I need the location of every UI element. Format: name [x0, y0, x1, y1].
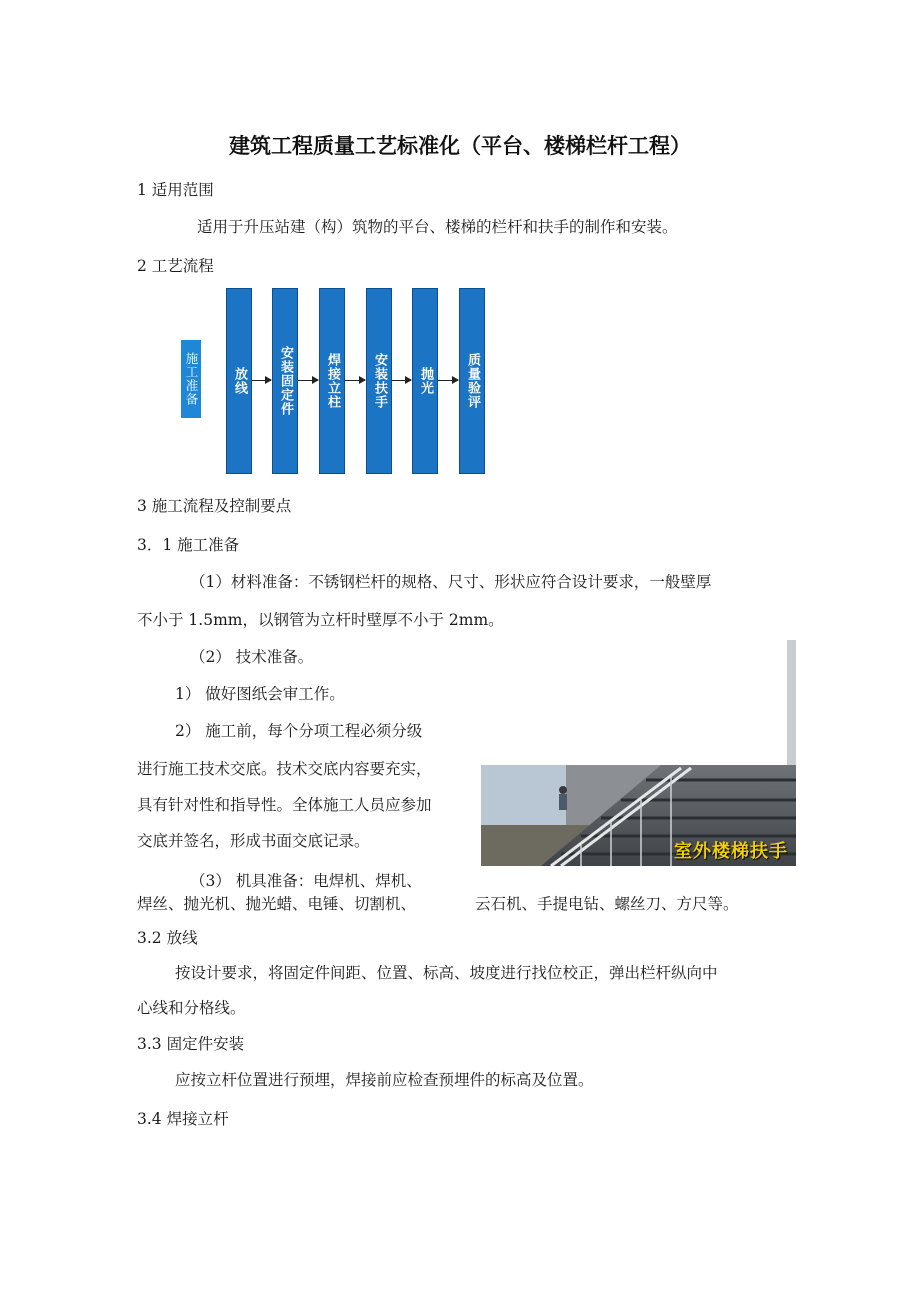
flow-step-label: 焊接立柱 [325, 353, 340, 409]
flow-step-label: 抛光 [418, 367, 433, 395]
flow-prep-label: 施工准备 [184, 352, 199, 406]
tech-prep-item-2-line3: 具有针对性和指导性。全体施工人员应参加 [137, 796, 432, 814]
section-1-heading: 1 适用范围 [137, 181, 214, 199]
section-3-3-heading: 3.3 固定件安装 [137, 1035, 245, 1053]
page-title: 建筑工程质量工艺标准化（平台、楼梯栏杆工程） [229, 134, 691, 158]
tech-prep-heading: （2） 技术准备。 [190, 648, 314, 666]
flow-step-box [272, 288, 298, 474]
photo-caption: 室外楼梯扶手 [674, 841, 788, 862]
flow-step-label: 质量验评 [465, 353, 480, 409]
tool-prep-line2a: 焊丝、抛光机、抛光蜡、电锤、切割机、 [137, 895, 417, 913]
section-3-1-heading: 3．1 施工准备 [137, 536, 240, 554]
flow-step-label: 放线 [232, 367, 247, 395]
section-3-3-line1: 应按立杆位置进行预埋，焊接前应检查预埋件的标高及位置。 [175, 1071, 594, 1089]
flow-arrow [298, 380, 318, 381]
section-3-heading: 3 施工流程及控制要点 [137, 497, 292, 515]
section-3-2-heading: 3.2 放线 [137, 929, 198, 947]
tool-prep-line1: （3） 机具准备：电焊机、焊机、 [190, 872, 422, 890]
material-prep-line1: （1）材料准备：不锈钢栏杆的规格、尺寸、形状应符合设计要求，一般壁厚 [190, 573, 712, 591]
section-3-2-line2: 心线和分格线。 [137, 999, 246, 1017]
flow-prep-box [181, 340, 201, 418]
flow-arrow [345, 380, 365, 381]
section-3-2-line1: 按设计要求，将固定件间距、位置、标高、坡度进行找位校正，弹出栏杆纵向中 [175, 964, 718, 982]
section-3-4-heading: 3.4 焊接立杆 [137, 1110, 229, 1128]
stair-handrail-photo [481, 640, 796, 866]
flow-arrow [392, 380, 411, 381]
tool-prep-line2b: 云石机、手提电钻、螺丝刀、方尺等。 [475, 895, 739, 913]
flow-step-box [366, 288, 392, 474]
flow-arrow [438, 380, 458, 381]
material-prep-line2: 不小于 1.5mm，以钢管为立杆时壁厚不小于 2mm。 [137, 611, 504, 629]
flow-step-label: 安装固定件 [278, 346, 293, 416]
section-1-text: 适用于升压站建（构）筑物的平台、楼梯的栏杆和扶手的制作和安装。 [197, 218, 678, 236]
flow-step-box [412, 288, 438, 474]
stair-handrail-illustration [481, 640, 796, 866]
flow-arrow [252, 380, 271, 381]
flow-step-box [319, 288, 345, 474]
tech-prep-item-1: 1） 做好图纸会审工作。 [175, 685, 345, 703]
tech-prep-item-2-line2: 进行施工技术交底。技术交底内容要充实， [137, 760, 432, 778]
flow-step-box [459, 288, 485, 474]
tech-prep-item-2-line1: 2） 施工前，每个分项工程必须分级 [175, 722, 423, 740]
section-2-heading: 2 工艺流程 [137, 257, 214, 275]
flow-step-box [226, 288, 252, 474]
flow-step-label: 安装扶手 [372, 353, 387, 409]
tech-prep-item-2-line4: 交底并签名，形成书面交底记录。 [137, 832, 370, 850]
